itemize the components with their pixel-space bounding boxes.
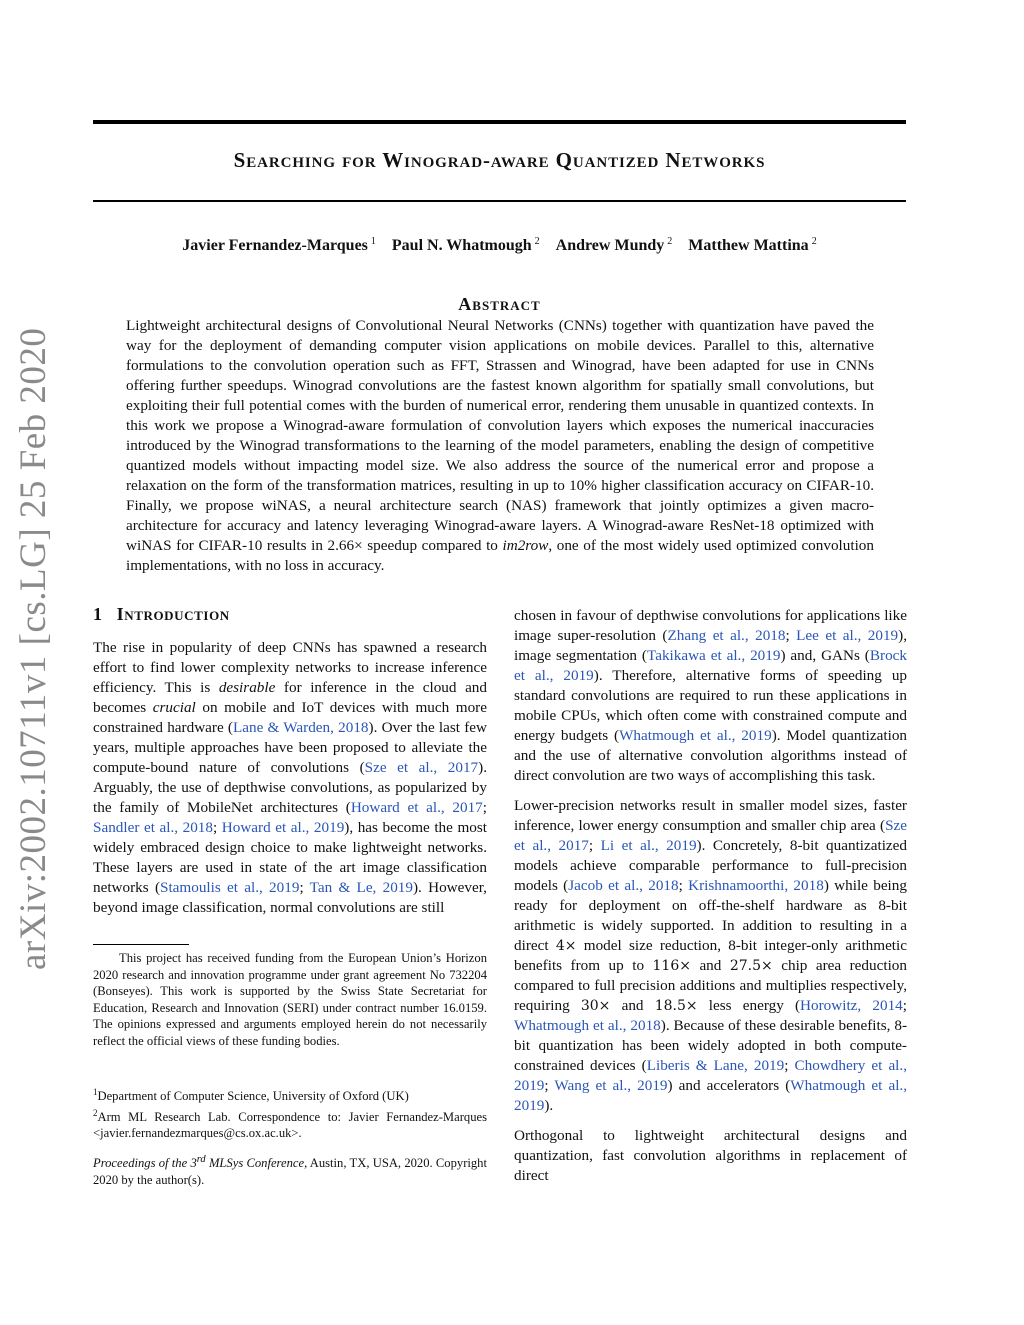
funding-footnote: This project has received funding from the European Union’s Horizon 2020 research and innovation programme under grant agreement No 732204 (Bonseyes). This work is supported by the Swiss State Secretariat for Education, Research and Innovation (SERI) under contract number 16.0159. The opinions expressed and arguments employed herein do not necessarily reflect the official views of these funding bodies. [93,951,487,1048]
citation-link[interactable]: Chowdhery et al., 2019 [514,1057,907,1094]
section-heading: 1 Introduction [93,604,230,624]
author-list [93,236,906,255]
citation-link[interactable]: Lane & Warden, 2018 [232,719,369,736]
left-column [93,638,487,918]
author: Matthew Mattina $^2$ [688,236,817,255]
citation-link[interactable]: Whatmough et al., 2018 [514,1017,661,1034]
citation-link[interactable]: Stamoulis et al., 2019 [160,879,300,896]
citation-link[interactable]: Lee et al., 2019 [796,627,899,644]
citation-link[interactable]: Zhang et al., 2018 [667,627,786,644]
citation-link[interactable]: Takikawa et al., 2019 [646,647,781,664]
paper-title: Searching for Winograd-aware Quantized Networks [233,148,766,172]
citation-link[interactable]: Whatmough et al., 2019 [619,727,772,744]
paragraph: Orthogonal to lightweight architectural designs and quantization, fast convolution algorithms in replacement of direct [514,1127,907,1184]
citation-link[interactable]: Brock et al., 2019 [514,647,907,684]
citation-link[interactable]: Krishnamoorthi, 2018 [688,877,824,894]
citation-link[interactable]: Tan & Le, 2019 [309,879,413,896]
citation-link[interactable]: Sandler et al., 2018 [93,819,213,836]
paragraph: chosen in favour of depthwise convolutions for applications like image super-resolution (Zhang et al., 2018; Lee et al., 2019), image segmentation (Takikawa et al., 2019) and, GANs (Brock et al., 2019). Therefore, alternative forms of speeding up standard convolutions are required to run these applications in mobile CPUs, which often come with constrained compute and energy budgets (Whatmough et al., 2019). Model quantization and the use of alternative convolution algorithms instead of direct convolution are two ways of accomplishing this task. [514,607,908,784]
footnote-rule [93,944,189,945]
citation-link[interactable]: Howard et al., 2019 [221,819,345,836]
author: Andrew Mundy $^2$ [555,236,673,255]
abstract-heading: Abstract [458,294,541,314]
citation-link[interactable]: Li et al., 2019 [600,837,697,854]
author: Javier Fernandez-Marques $^1$ [182,236,376,255]
citation-link[interactable]: Horowitz, 2014 [800,997,903,1014]
citation-link[interactable]: Sze et al., 2017 [364,759,479,776]
title-rule-top [93,120,906,124]
paragraph: Lower-precision networks result in smaller model sizes, faster inference, lower energy consumption and smaller chip area (Sze et al., 2017; Li et al., 2019). Concretely, 8-bit quantizatized models achieve comparable performance to full-precision models (Jacob et al., 2018; Krishnamoorthi, 2018) while being ready for deployment on off-the-shelf hardware as 8-bit arithmetic is widely supported. In addition to resulting in a direct 4× model size reduction, 8-bit integer-only arithmetic benefits from up to 116× and 27.5× chip area reduction compared to full precision additions and multiplies respectively, requiring 30× and 18.5× less energy (Horowitz, 2014; Whatmough et al., 2018). Because of these desirable benefits, 8-bit quantization has been widely adopted in both compute-constrained devices (Liberis & Lane, 2019; Chowdhery et al., 2019; Wang et al., 2019) and accelerators (Whatmough et al., 2019). [514,797,908,1114]
abstract-body: Lightweight architectural designs of Convolutional Neural Networks (CNNs) together with quantization have paved the way for the deployment of demanding computer vision applications on mobile devices. Parallel to this, alternative formulations to the convolution operation such as FFT, Strassen and Winograd, have been adapted for use in CNNs offering further speedups. Winograd convolutions are the fastest known algorithm for spatially small convolutions, but exploiting their full potential comes with the burden of numerical error, rendering them unusable in quantized contexts. In this work we propose a Winograd-aware formulation of convolution layers which exposes the numerical inaccuracies introduced by the Winograd transformations to the learning of the model parameters, enabling the design of competitive quantized models without impacting model size. We also address the source of the numerical error and propose a relaxation on the form of the transformation matrices, resulting in up to 10% higher classification accuracy on CIFAR-10. Finally, we propose wiNAS, a neural architecture search (NAS) framework that jointly optimizes a given macro-architecture for accuracy and latency leveraging Winograd-aware layers. A Winograd-aware ResNet-18 optimized with wiNAS for CIFAR-10 results in 2.66× speedup compared to im2row, one of the most widely used optimized convolution implementations, with no loss in accuracy. [126,317,874,574]
citation-link[interactable]: Liberis & Lane, 2019 [646,1057,785,1074]
arxiv-identifier[interactable]: arXiv:2002.10711v1 [cs.LG] 25 Feb 2020 [13,327,54,970]
paragraph: The rise in popularity of deep CNNs has spawned a research effort to find lower complexity networks to increase inference efficiency. This is desirable for inference in the cloud and becomes crucial on mobile and IoT devices with much more constrained hardware (Lane & Warden, 2018). Over the last few years, multiple approaches have been proposed to alleviate the compute-bound nature of convolutions (Sze et al., 2017). Arguably, the use of depthwise convolutions, as popularized by the family of MobileNet architectures (Howard et al., 2017; Sandler et al., 2018; Howard et al., 2019), has become the most widely embraced design choice to make lightweight networks. These layers are used in state of the art image classification networks (Stamoulis et al., 2019; Tan & Le, 2019). However, beyond image classification, normal convolutions are still [93,639,487,916]
citation-link[interactable]: Howard et al., 2017 [350,799,483,816]
right-column [514,606,907,1186]
author: Paul N. Whatmough $^2$ [391,236,540,255]
title-rule-bottom [93,200,906,202]
citation-link[interactable]: Whatmough et al., 2019 [514,1077,908,1114]
citation-link[interactable]: Wang et al., 2019 [554,1077,668,1094]
citation-link[interactable]: Sze et al., 2017 [514,817,907,854]
affiliations: $^1$Department of Computer Science, University of Oxford (UK) $^2$Arm ML Research Lab. Correspondence to: Javier Fernandez-Marques <javier.fernandezmarques@cs.ox.ac.uk>. [93,1087,487,1141]
citation-link[interactable]: Jacob et al., 2018 [568,877,679,894]
proceedings-note: Proceedings of the 3rd MLSys Conference, Austin, TX, USA, 2020. Copyright 2020 by the author(s). [93,1154,487,1187]
